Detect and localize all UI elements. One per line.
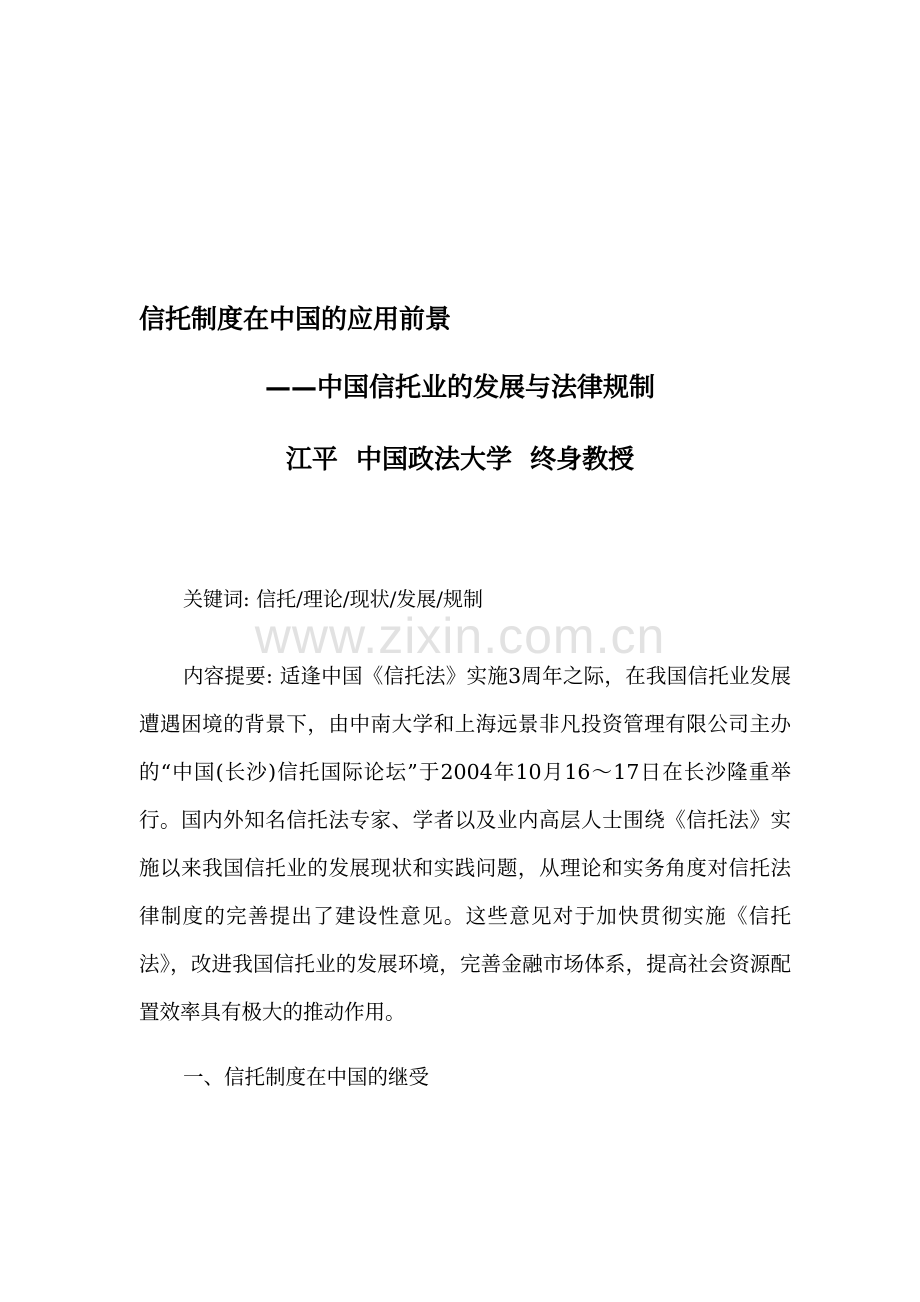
abstract-paragraph: 内容提要: 适逢中国《信托法》实施3周年之际，在我国信托业发展遭遇困境的背景下，由中南大学和上海远景非凡投资管理有限公司主办的“中国(长沙)信托国际论坛”于2004年10月16～17日在长沙隆重举行。国内外知名信托法专家、学者以及业内高层人士围绕《信托法》实施以来我国信托业的发展现状和实践问题，从理论和实务角度对信托法律制度的完善提出了建设性意见。这些意见对于加快贯彻实施《信托法》，改进我国信托业的发展环境，完善金融市场体系，提高社会资源配置效率具有极大的推动作用。 bbox=[139, 664, 791, 1024]
author-line: 江平 中国政法大学 终身教授 bbox=[285, 445, 635, 475]
keywords-line: 关键词: 信托/理论/现状/发展/规制 bbox=[183, 587, 484, 611]
watermark: www.zixin.com.cn bbox=[254, 608, 666, 664]
document-title: 信托制度在中国的应用前景 bbox=[139, 305, 452, 335]
document-subtitle: ——中国信托业的发展与法律规制 bbox=[264, 373, 655, 403]
section-heading: 一、信托制度在中国的继受 bbox=[183, 1065, 429, 1089]
